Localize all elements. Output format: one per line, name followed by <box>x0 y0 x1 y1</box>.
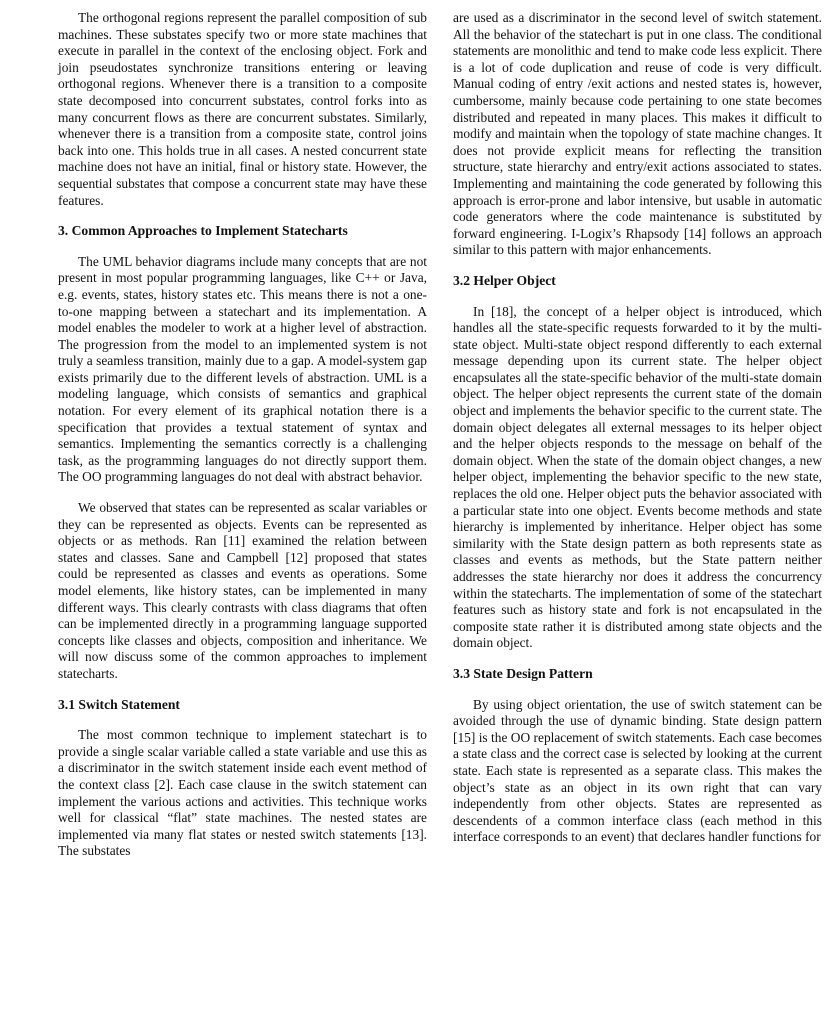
section-heading-common-approaches: 3. Common Approaches to Implement Statecharts <box>58 223 348 239</box>
paper-page <box>58 10 822 1020</box>
subsection-heading-state-design-pattern: 3.3 State Design Pattern <box>453 665 593 681</box>
right-column <box>453 10 822 1020</box>
paragraph-orthogonal-regions: The orthogonal regions represent the parallel composition of sub machines. These substates specify two or more state machines that execute in parallel in the context of the enclosing object. Fork and join pseudostates synchronize transitions entering or leaving orthogonal regions. Whenever there is a transition to a composite state decomposed into concurrent substates, control forks into as many concurrent flows as there are concurrent substates. Similarly, whenever there is a transition from a composite state, control joins back into one. This holds true in all cases. A nested concurrent state machine does not have an initial, final or history state. However, the sequential substates that compose a concurrent state may have these features. <box>58 10 427 208</box>
paragraph-switch-technique: The most common technique to implement statechart is to provide a single scalar variable called a state variable and use this as a discriminator in the switch statement inside each event method of the context class [2]. Each case clause in the switch statement can implement the various actions and activities. This technique works well for classical “flat” state machines. The nested states are implemented via many flat states or nested switch statements [13]. The substates <box>58 727 427 859</box>
paragraph-helper-object: In [18], the concept of a helper object is introduced, which handles all the state-specific requests forwarded to it by the multi-state object. Multi-state object respond differently to each external message depending upon its current state. The helper object encapsulates all the state-specific behavior of the multi-state domain object. The helper object represents the current state of the domain object and implements the behavior specific to the current state. The domain object delegates all external messages to its helper object and the helper objects responds to the message on behalf of the domain object. When the state of the domain object changes, a new helper object, implementing the behavior specific to the new state, replaces the old one. Helper object puts the behavior associated with a particular state into one object. Events become methods and state hierarchy is implemented by inheritance. Helper object has some similarity with the State design pattern as both represents state as classes and events as methods, but the State pattern neither addresses the state hierarchy nor does it address the concurrency within the statecharts. The implementation of some of the statechart features such as history state and fork is not encapsulated in the composite state rather it is distributed among state objects and the domain object. <box>453 303 822 651</box>
paragraph-uml-behavior: The UML behavior diagrams include many concepts that are not present in most popular programming languages, like C++ or Java, e.g. events, states, history states etc. This means there is not a one-to-one mapping between a statechart and its implementation. A model enables the modeler to work at a higher level of abstraction. The progression from the model to an implemented system is not truly a seamless transition, mainly due to a gap. A model-system gap exists primarily due to the different levels of abstraction. UML is a modeling language, which consists of semantics and graphical notation. For every element of its graphical notation there is a specification that provides a textual statement of syntax and semantics. Implementing the semantics correctly is a challenging task, as the programming languages do not directly support them. The OO programming languages do not deal with abstract behavior. <box>58 253 427 485</box>
paragraph-states-representation: We observed that states can be represented as scalar variables or they can be represented as objects. Events can be represented as objects or as methods. Ran [11] examined the relation between states and classes. Sane and Campbell [12] proposed that states could be represented as classes and events as operations. Some model elements, like history states, can be implemented in many different ways. This clearly contrasts with class diagrams that often can be implemented directly in a programming language supported concepts like classes and objects, composition and inheritance. We will now discuss some of the common approaches to implement statecharts. <box>58 500 427 681</box>
paragraph-switch-continued: are used as a discriminator in the second level of switch statement. All the behavior of the statechart is put in one class. The conditional statements are monolithic and tend to make code less explicit. There is a lot of code duplication and reuse of code is very difficult. Manual coding of entry /exit actions and nested states is, however, cumbersome, mainly because code pertaining to one state becomes distributed and repeated in many places. This makes it difficult to modify and maintain when the topology of state machine changes. It does not provide explicit means for reflecting the transition structure, state hierarchy and entry/exit actions associated to states. Implementing and maintaining the code generated by following this approach is error-prone and labor intensive, but usable in automatic code generators where the code maintenance is substituted by forward engineering. I-Logix’s Rhapsody [14] follows an approach similar to this pattern with major enhancements. <box>453 10 822 258</box>
paragraph-state-pattern: By using object orientation, the use of switch statement can be avoided through the use of dynamic binding. State design pattern [15] is the OO replacement of switch statements. Each case becomes a state class and the correct case is selected by looking at the current state. Each state is represented as a separate class. This makes the object’s state as an object in its own right that can vary independently from other objects. States are represented as descendents of a common interface class (each method in this interface corresponds to an event) that declares handler functions for <box>453 696 822 845</box>
subsection-heading-helper-object: 3.2 Helper Object <box>453 272 556 288</box>
left-column <box>58 10 427 1020</box>
subsection-heading-switch-statement: 3.1 Switch Statement <box>58 696 180 712</box>
